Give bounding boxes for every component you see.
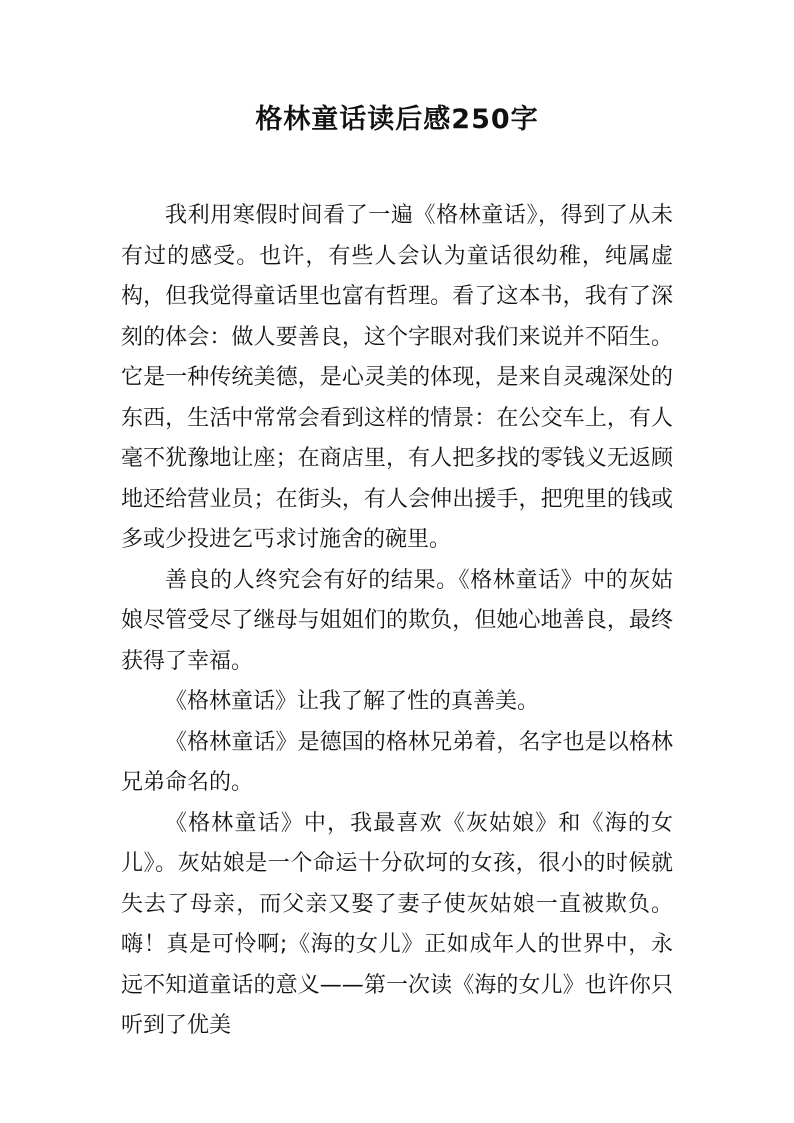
paragraph: 《格林童话》是德国的格林兄弟着，名字也是以格林兄弟命名的。 [121,729,673,795]
document-title: 格林童话读后感250字 [255,104,539,135]
paragraph: 《格林童话》中，我最喜欢《灰姑娘》和《海的女儿》。灰姑娘是一个命运十分砍坷的女孩，很小的时候就失去了母亲，而父亲又娶了妻子使灰姑娘一直被欺负。嗨！真是可怜啊;《海的女儿》正如成年人的世界中，永远不知道童话的意义——第一次读《海的女儿》也许你只听到了优美 [121,810,673,1038]
document-body [121,196,673,1047]
paragraph: 我利用寒假时间看了一遍《格林童话》，得到了从未有过的感受。也许，有些人会认为童话很幼稚，纯属虚构，但我觉得童话里也富有哲理。看了这本书，我有了深刻的体会：做人要善良，这个字眼对我们来说并不陌生。它是一种传统美德，是心灵美的体现，是来自灵魂深处的东西，生活中常常会看到这样的情景：在公交车上，有人毫不犹豫地让座；在商店里，有人把多找的零钱义无返顾地还给营业员；在街头，有人会伸出援手，把兜里的钱或多或少投进乞丐求讨施舍的碗里。 [121,203,673,552]
paragraph: 善良的人终究会有好的结果。《格林童话》中的灰姑娘尽管受尽了继母与姐姐们的欺负，但她心地善良，最终获得了幸福。 [121,567,673,674]
paragraph: 《格林童话》让我了解了性的真善美。 [165,689,540,714]
